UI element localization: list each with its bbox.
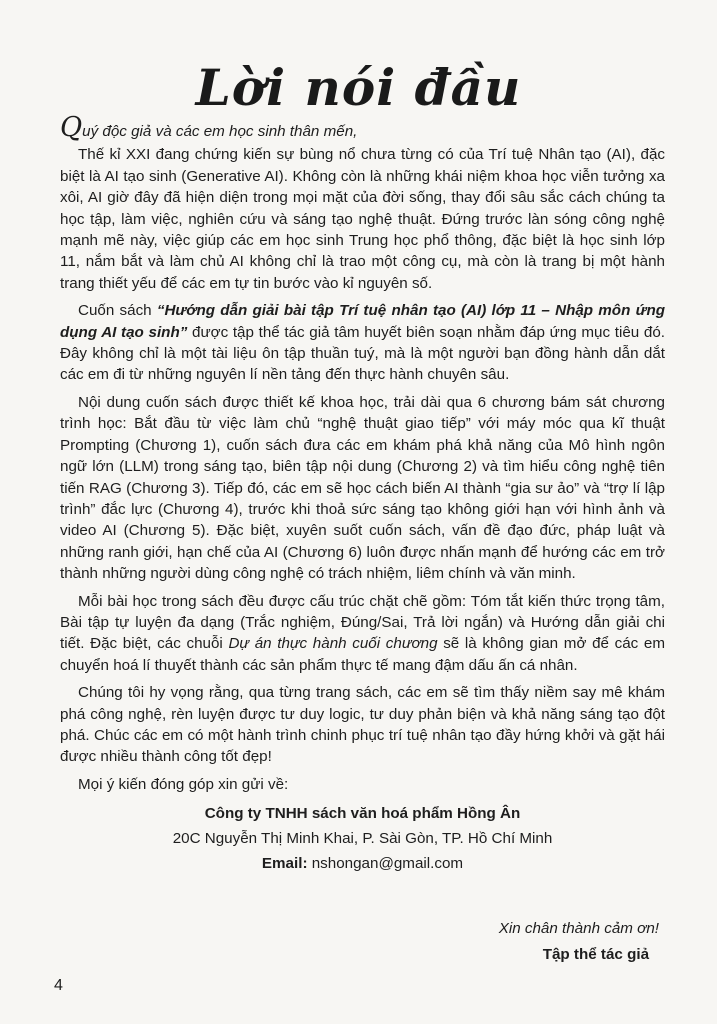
book-title: “Hướng dẫn giải bài tập Trí tuệ nhân tạo (AI) lớp 11 – Nhập môn ứng dụng AI tạo sinh” <box>60 302 665 341</box>
page-title: Lời nói đầu <box>195 58 522 117</box>
paragraph-3: Nội dung cuốn sách được thiết kế khoa học, trải dài qua 6 chương bám sát chương trình học: Bắt đầu từ việc làm chủ “nghệ thuật giao tiếp” với máy móc qua kĩ thuật Prompting (Chương 1), cuốn sách đưa các em khám phá khả năng của Mô hình ngôn ngữ lớn (LLM) trong sáng tạo, biên tập nội dung (Chương 2) và tìm hiểu công nghệ tiên tiến RAG (Chương 3). Tiếp đó, các em sẽ học cách biến AI thành “gia sư ảo” và “trợ lí lập trình” đắc lực (Chương 4), trước khi thoả sức sáng tạo không giới hạn với hình ảnh và video AI (Chương 5). Đặc biệt, xuyên suốt cuốn sách, vấn đề đạo đức, pháp luật và những ranh giới, hạn chế của AI (Chương 6) luôn được nhấn mạnh để hướng các em trở thành những người dùng công nghệ có trách nhiệm, liêm chính và văn minh. <box>60 393 665 583</box>
project-phrase: Dự án thực hành cuối chương <box>228 635 438 653</box>
paragraph-2-suffix: được tập thể tác giả tâm huyết biên soạn nhằm đáp ứng mục tiêu đó. Đây không chỉ là một tài liệu ôn tập thuần tuý, mà là một người bạn đồng hành dẫn dắt các em đi từ những nguyên lí nền tảng đến thực hành chuyên sâu. <box>60 323 665 384</box>
paragraph-5: Chúng tôi hy vọng rằng, qua từng trang sách, các em sẽ tìm thấy niềm say mê khám phá công nghệ, rèn luyện được tư duy logic, tư duy phản biện và khả năng sáng tạo đột phá. Chúc các em có một hành trình chinh phục trí tuệ nhân tạo đầy hứng khởi và gặt hái được nhiều thành công tốt đẹp! <box>60 684 665 766</box>
email-address: nshongan@gmail.com <box>307 855 464 873</box>
contact-block <box>60 801 665 876</box>
greeting-initial: Q <box>60 112 83 143</box>
paragraph-4-prefix: Mỗi bài học trong sách đều được cấu trúc chặt chẽ gồm: Tóm tắt kiến thức trọng tâm, Bài tập tự luyện đa dạng (Trắc nghiệm, Đúng/Sai, Trả lời ngắn) và Hướng dẫn giải chi tiết. Đặc biệt, các chuỗi <box>60 592 665 653</box>
email-label: Email: <box>261 855 308 873</box>
page-number: 4 <box>54 977 63 994</box>
closing-block <box>499 916 659 968</box>
company-address: 20C Nguyễn Thị Minh Khai, P. Sài Gòn, TP. Hồ Chí Minh <box>172 830 553 848</box>
email-line <box>60 851 665 876</box>
paragraph-1: Thế kỉ XXI đang chứng kiến sự bùng nổ chưa từng có của Trí tuệ Nhân tạo (AI), đặc biệt là AI tạo sinh (Generative AI). Không còn là những khái niệm khoa học viễn tưởng xa xôi, AI giờ đây đã hiện diện trong mọi mặt của đời sống, thay đổi sâu sắc cách chúng ta học tập, làm việc, nghiên cứu và sáng tạo nghệ thuật. Đứng trước làn sóng công nghệ mạnh mẽ này, việc giúp các em học sinh Trung học phổ thông, đặc biệt là học sinh lớp 11, nắm bắt và làm chủ AI không chỉ là trao một công cụ, mà còn là trang bị một hành trang thiết yếu để các em tự tin bước vào kỉ nguyên số. <box>60 146 665 292</box>
paragraph-6: Mọi ý kiến đóng góp xin gửi về: <box>78 775 289 793</box>
paragraph-2 <box>60 300 665 386</box>
authors-signature: Tập thể tác giả <box>542 946 650 963</box>
preface-body <box>60 112 666 876</box>
paragraph-4 <box>60 591 665 677</box>
company-name: Công ty TNHH sách văn hoá phẩm Hồng Ân <box>204 805 521 823</box>
paragraph-2-prefix: Cuốn sách <box>78 302 157 320</box>
greeting-text: uý độc giả và các em học sinh thân mến, <box>82 123 358 140</box>
thanks-line: Xin chân thành cảm ơn! <box>498 920 659 937</box>
greeting <box>60 112 665 143</box>
paragraph-4-suffix: sẽ là không gian mở để các em chuyển hoá lí thuyết thành các sản phẩm thực tế mang đậm dấu ấn cá nhân. <box>60 635 666 674</box>
